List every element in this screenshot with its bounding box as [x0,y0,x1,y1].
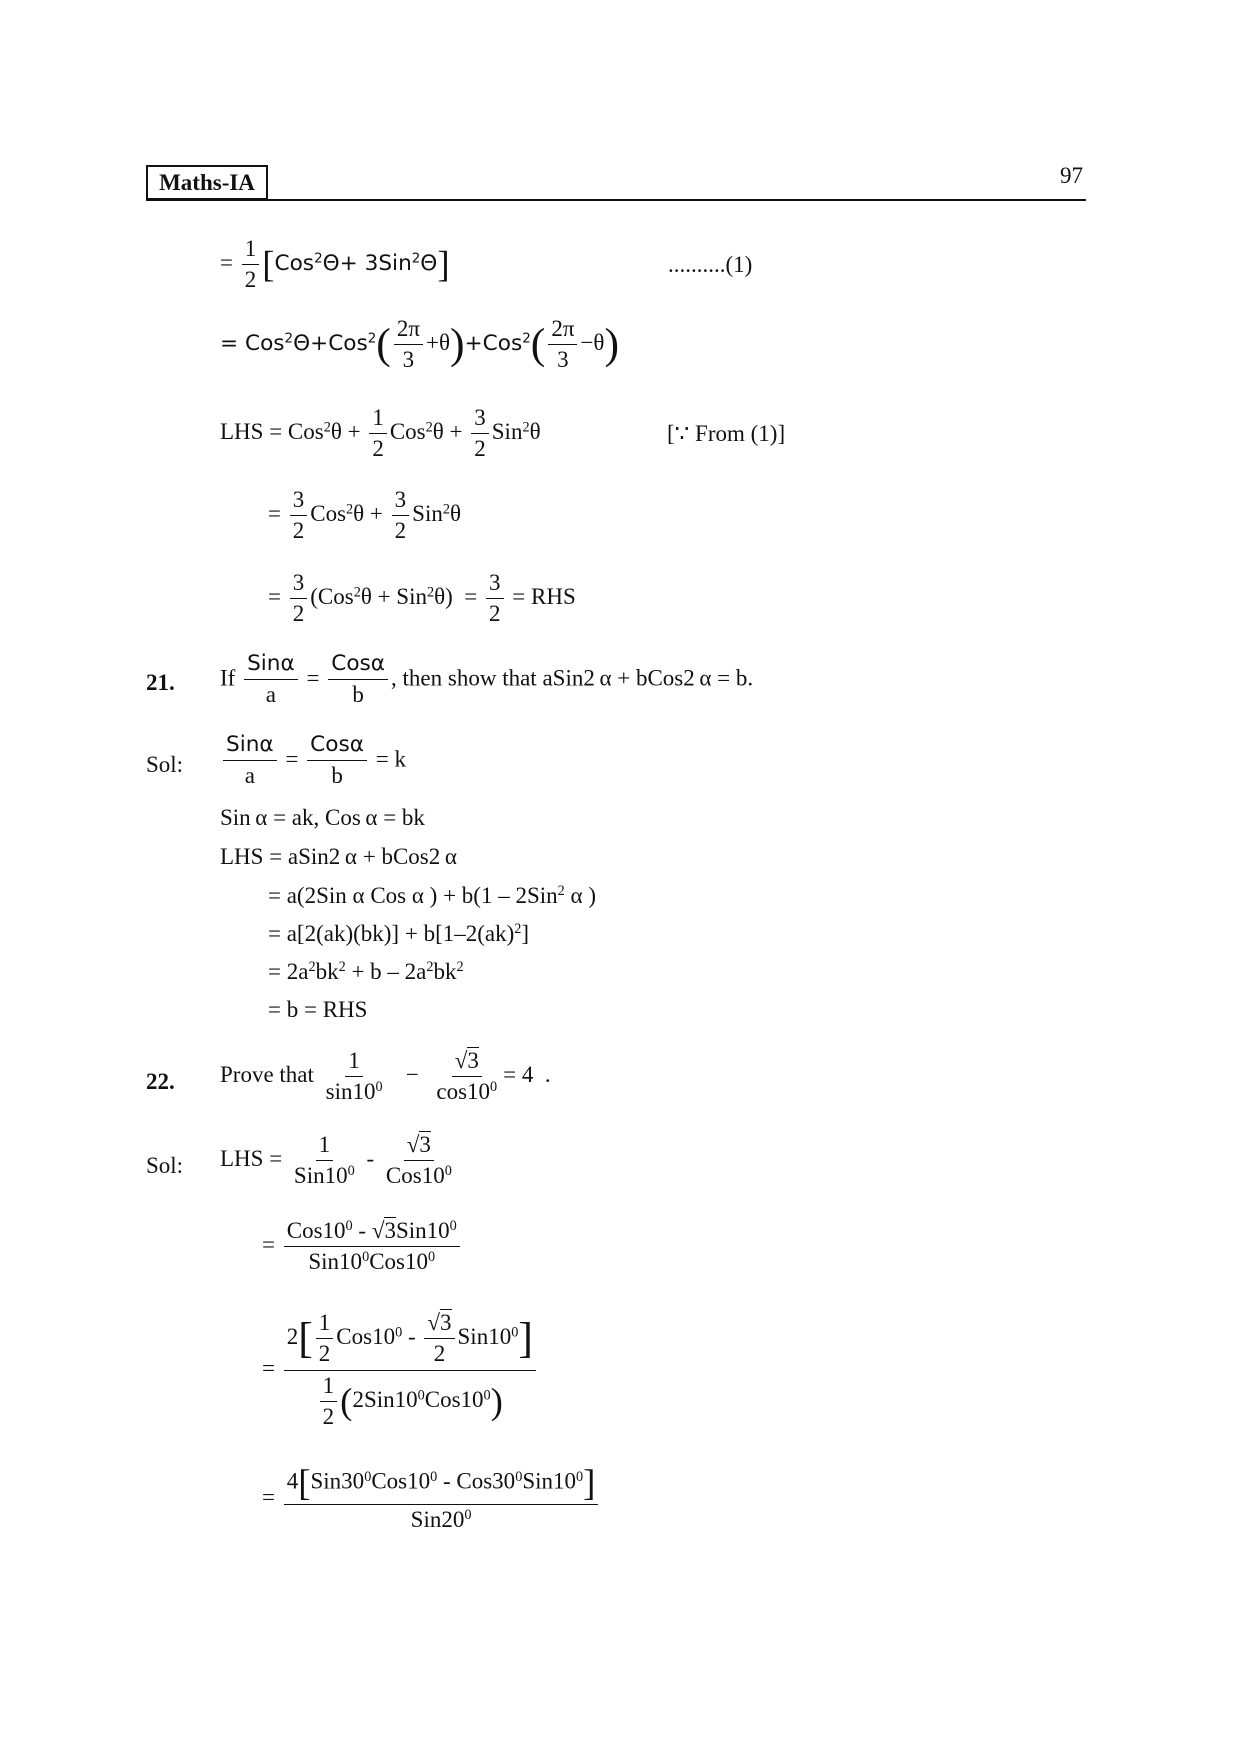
sol21-line-7: = b = RHS [268,997,368,1022]
sol21-line-5: = a[2(ak)(bk)] + b[1–2(ak)$^2$] [268,921,530,946]
q21-then: , then show that aSin2 α + bCos2 α = b. [391,665,754,691]
q22-text: Prove that [220,1062,314,1088]
eq-line-1: = $\frac{1}{2}$ [Cos$^2$Θ+ 3Sin$^2$Θ] [220,236,450,293]
sol21-line-3: LHS = aSin2 α + bCos2 α [220,844,457,869]
sol21-label: Sol: [146,752,184,777]
sol21-line-1: $\frac{\text{Sinα}}{a}$ = $\frac{\text{Cosα}}{b}$ = k [220,733,406,789]
q21-number: 21. [146,670,175,695]
q22-statement: Prove that $\frac{1}{\sin 10^0}$ − $\frac{√3}{\cos 10^0}$ = 4 . [220,1048,551,1105]
sol22-line-2: = $\frac{Cos10^0 - √3Sin10^0}{Sin10^0Cos10^0}$ [262,1218,463,1276]
eq-line-5: = $\frac{3}{2}$ (Cos$^2$θ + Sin$^2$θ) = $\frac{3}{2}$ = RHS [268,570,576,627]
page-number: 97 [1060,163,1083,188]
header-rule [146,199,1086,201]
sol22-line-1: LHS = $\frac{1}{Sin10^0}$ - $\frac{√3}{Cos10^0}$ [220,1132,452,1189]
sol21-line-4: = a(2Sin α Cos α ) + b(1 – 2Sin$^2$ α ) [268,883,596,908]
sol22-line-3: = 2[ $\frac{1}{2}$ $Cos10^0$ - $\frac{√3}{2}$ $Sin10^0$] $\frac{1}{2}$ $(2Sin10^0Cos10^0)$ [262,1310,539,1431]
from-1-note: [∵ From (1)] [667,421,786,446]
eq-ref-1: ..........(1) [668,252,753,277]
q22-number: 22. [146,1069,175,1094]
sol22-label: Sol: [146,1153,184,1178]
sol21-line-2: Sin α = ak, Cos α = bk [220,805,425,830]
eq-line-4: = $\frac{3}{2}$ Cos$^2$θ + $\frac{3}{2}$ Sin$^2$θ [268,487,461,544]
sol21-line-6: = $2a^2bk^2 + b - 2a^2bk^2$ [268,959,464,984]
sol22-line-4: = $\frac{4[Sin30^0Cos10^0 - Cos30^0Sin10^0]}{Sin20^0}$ [262,1465,601,1533]
eq-line-2: = Cos$^2$Θ+Cos$^2$( $\frac{2\pi}{3}$ +θ)+Cos$^2$( $\frac{2\pi}{3}$ −θ) [220,316,620,373]
eq-line-3: LHS = Cos$^2$θ + $\frac{1}{2}$ Cos$^2$θ + $\frac{3}{2}$ Sin$^2$θ [220,405,541,462]
book-title: Maths-IA [146,165,268,200]
q21-statement: If $\frac{\text{Sinα}}{a}$ = $\frac{\text{Cosα}}{b}$ , then show that aSin2 α + bCos2 α = b. [220,651,754,707]
